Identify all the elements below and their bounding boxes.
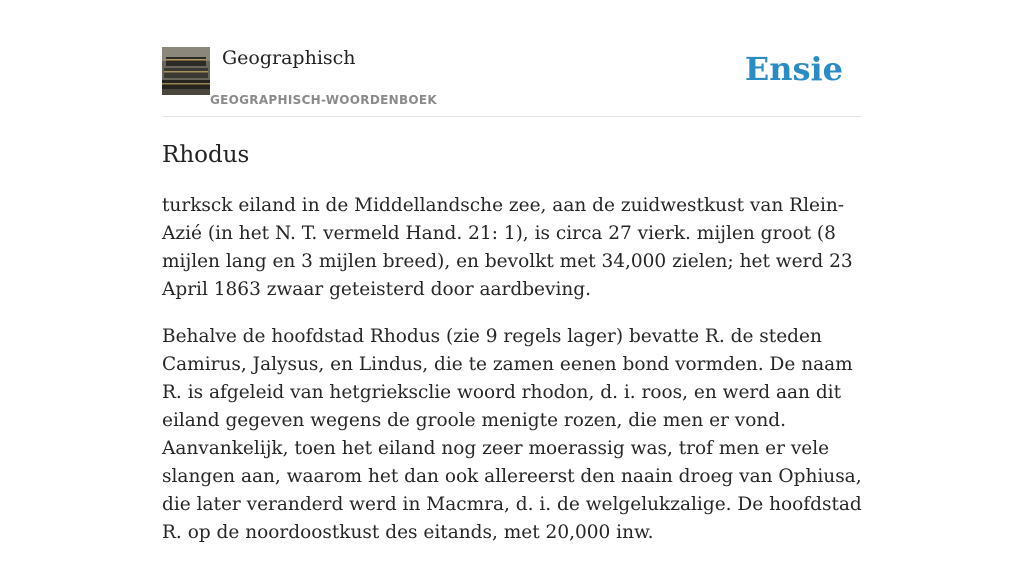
article-paragraph: Behalve de hoofdstad Rhodus (zie 9 regels lager) bevatte R. de steden Camirus, Jalysus, en Lindus, die te zamen eenen bond vormden. De naam R. is afgeleid van hetgrieksclie woord rhodon, d. i. roos, en werd aan dit eiland gegeven wegens de groole menigte rozen, die men er vond. Aanvankelijk, toen het eiland nog zeer moerassig was, trof men er vele slangen aan, waarom het dan ook allereerst den naain droeg van Ophiusa, die later veranderd werd in Macmra, d. i. de welgelukzalige. De hoofdstad R. op de noordoostkust des eitands, met 20,000 inw. [162,326,862,543]
article-title: Rhodus [162,142,250,168]
source-header [162,46,862,117]
article-body [162,192,862,566]
book-spines-photo-icon [162,47,210,95]
source-name[interactable]: Geographisch [222,47,356,69]
source-avatar[interactable] [162,47,210,95]
brand-logo[interactable]: Ensie [744,50,843,88]
article-paragraph: turksck eiland in de Middellandsche zee, aan de zuidwestkust van Rlein-Azié (in het N. T. vermeld Hand. 21: 1), is circa 27 vierk. mijlen groot (8 mijlen lang en 3 mijlen breed), en bevolkt met 34,000 zielen; het werd 23 April 1863 zwaar geteisterd door aardbeving. [162,195,853,300]
source-slug[interactable]: GEOGRAPHISCH-WOORDENBOEK [210,93,437,107]
